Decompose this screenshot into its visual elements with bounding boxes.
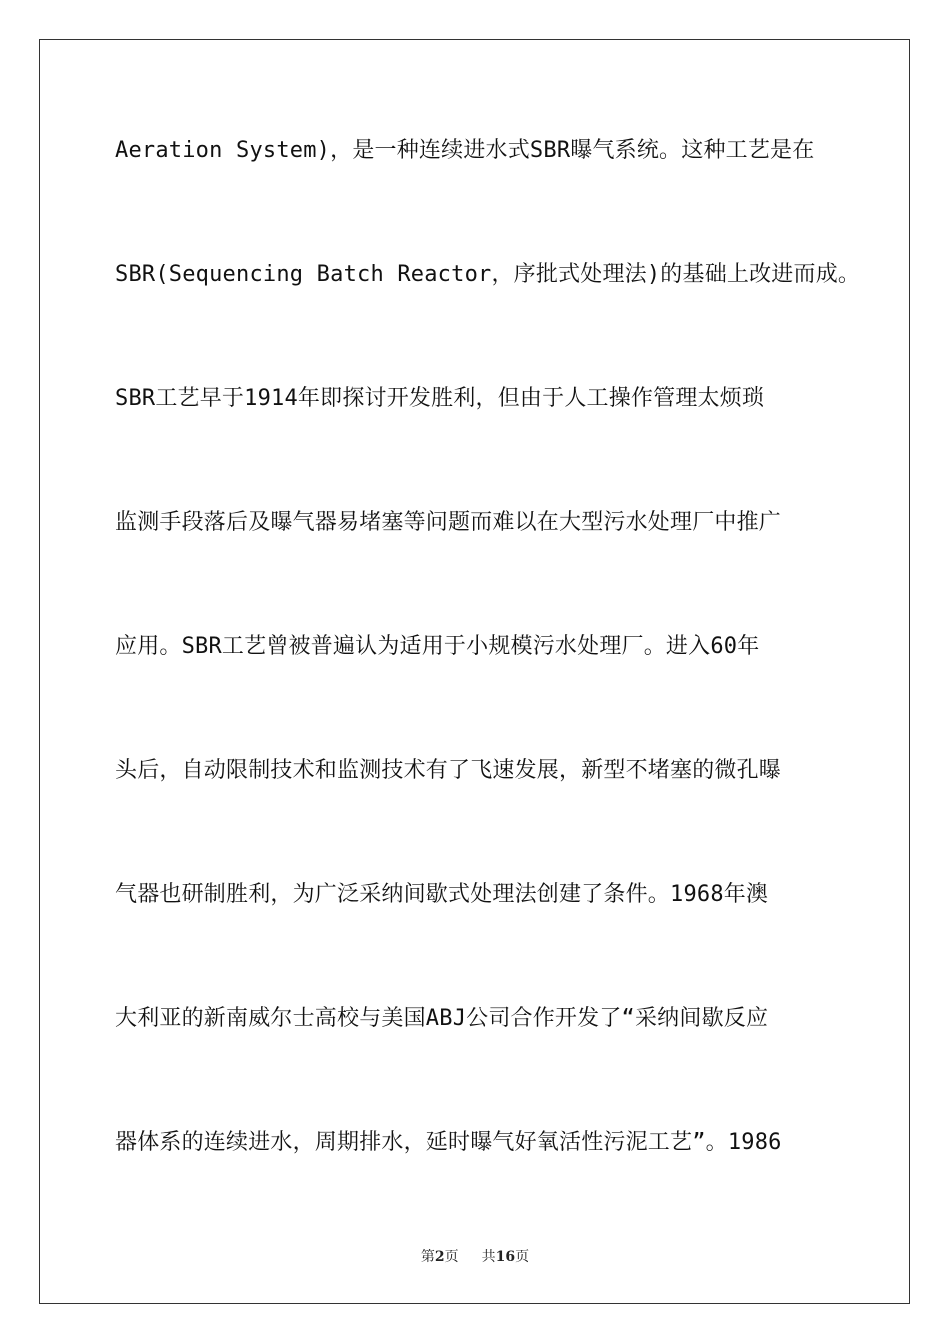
total-label-suffix: 页 [515,1249,530,1265]
text-line: SBR工艺早于1914年即探讨开发胜利，但由于人工操作管理太烦琐 [115,386,765,411]
page-label-prefix: 第 [420,1249,435,1265]
text-line: SBR(Sequencing Batch Reactor，序批式处理法)的基础上改进而成。 [115,262,861,287]
text-line: 大利亚的新南威尔士高校与美国ABJ公司合作开发了“采纳间歇反应 [115,1006,769,1031]
text-line: 器体系的连续进水，周期排水，延时曝气好氧活性污泥工艺”。1986 [115,1130,782,1155]
total-label-prefix: 共 [481,1249,496,1265]
page-footer [0,1246,950,1266]
page-number: 2 [434,1249,445,1265]
page-border [39,39,910,1304]
text-line: 气器也研制胜利，为广泛采纳间歇式处理法创建了条件。1968年澳 [115,882,769,907]
text-line: 应用。SBR工艺曾被普遍认为适用于小规模污水处理厂。进入60年 [115,634,760,659]
total-pages: 16 [495,1249,516,1265]
page-label-suffix: 页 [444,1249,459,1265]
text-line: Aeration System)，是一种连续进水式SBR曝气系统。这种工艺是在 [115,138,815,163]
text-line: 头后，自动限制技术和监测技术有了飞速发展，新型不堵塞的微孔曝 [115,758,782,783]
text-line: 监测手段落后及曝气器易堵塞等问题而难以在大型污水处理厂中推广 [115,510,782,535]
